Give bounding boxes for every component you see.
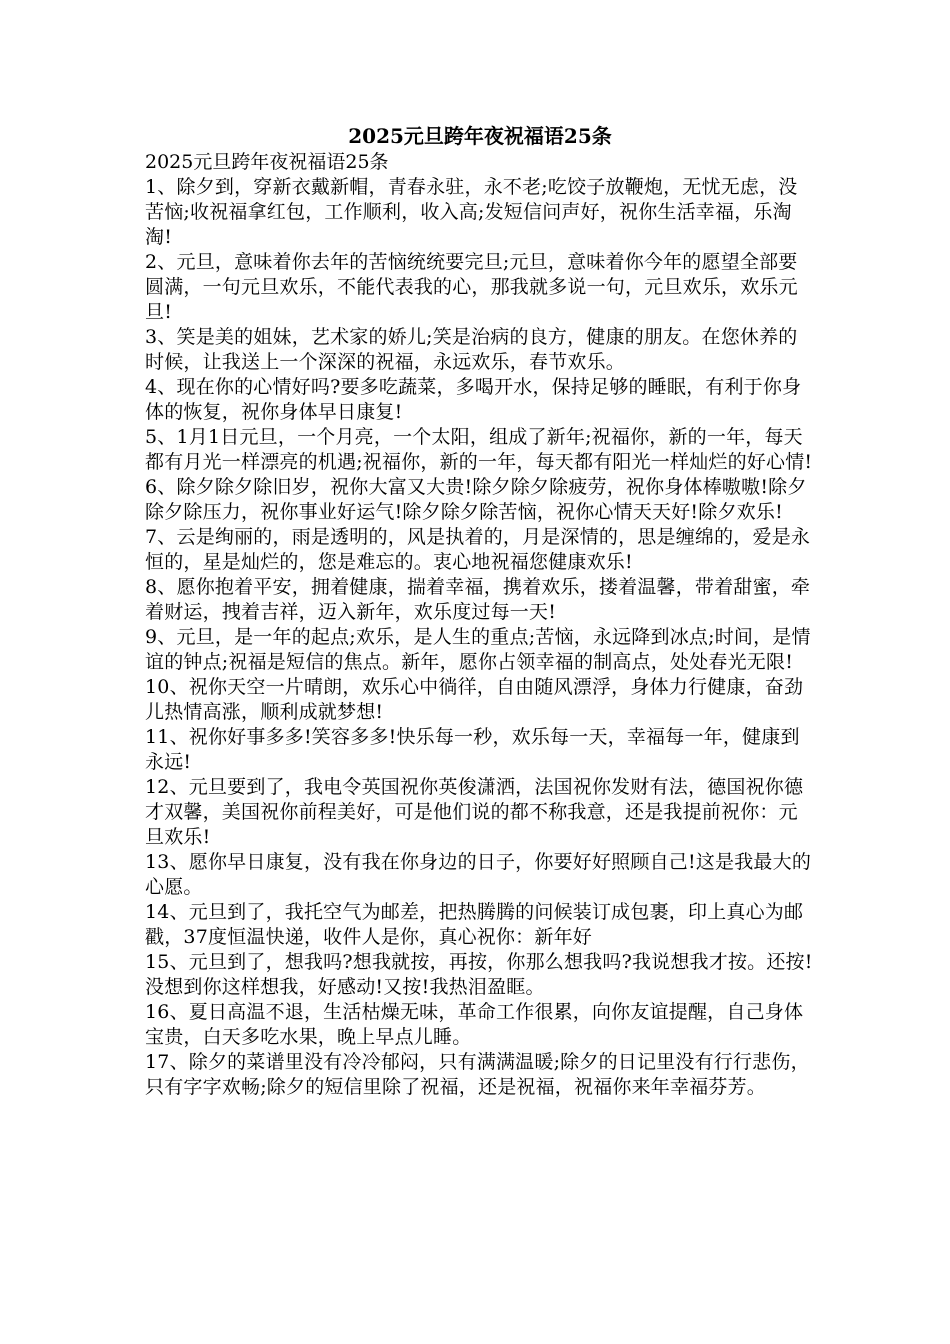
blessing-item-17: 17、除夕的菜谱里没有冷冷郁闷，只有满满温暖;除夕的日记里没有行行悲伤，只有字字欢畅;除夕的短信里除了祝福，还是祝福，祝福你来年幸福芬芳。 (145, 1051, 810, 1098)
blessing-item-13: 13、愿你早日康复，没有我在你身边的日子，你要好好照顾自己!这是我最大的心愿。 (145, 851, 812, 898)
blessing-item-16: 16、夏日高温不退，生活枯燥无味，革命工作很累，向你友谊提醒，自己身体宝贵，白天多吃水果，晚上早点儿睡。 (145, 1001, 804, 1048)
document-page (145, 122, 815, 1100)
blessing-item-9: 9、元旦，是一年的起点;欢乐，是人生的重点;苦恼，永远降到冰点;时间，是情谊的钟点;祝福是短信的焦点。新年，愿你占领幸福的制高点，处处春光无限! (145, 626, 811, 673)
blessing-item-3: 3、笑是美的姐妹，艺术家的娇儿;笑是治病的良方，健康的朋友。在您休养的时候，让我送上一个深深的祝福，永远欢乐，春节欢乐。 (145, 326, 798, 373)
blessing-item-15: 15、元旦到了，想我吗?想我就按，再按，你那么想我吗?我说想我才按。还按!没想到你这样想我，好感动!又按!我热泪盈眶。 (145, 951, 813, 998)
blessing-item-1: 1、除夕到，穿新衣戴新帽，青春永驻，永不老;吃饺子放鞭炮，无忧无虑，没苦恼;收祝福拿红包，工作顺利，收入高;发短信问声好，祝你生活幸福，乐淘淘! (145, 176, 798, 248)
blessing-item-2: 2、元旦，意味着你去年的苦恼统统要完旦;元旦，意味着你今年的愿望全部要圆满，一句元旦欢乐，不能代表我的心，那我就多说一句，元旦欢乐，欢乐元旦! (145, 251, 798, 323)
blessing-item-7: 7、云是绚丽的，雨是透明的，风是执着的，月是深情的，思是缠绵的，爱是永恒的，星是灿烂的，您是难忘的。衷心地祝福您健康欢乐! (145, 526, 811, 573)
blessing-item-11: 11、祝你好事多多!笑容多多!快乐每一秒，欢乐每一天，幸福每一年，健康到永远! (145, 726, 800, 773)
blessing-item-4: 4、现在你的心情好吗?要多吃蔬菜，多喝开水，保持足够的睡眠，有利于你身体的恢复，祝你身体早日康复! (145, 376, 802, 423)
blessing-item-10: 10、祝你天空一片晴朗，欢乐心中徜徉，自由随风漂浮，身体力行健康，奋劲儿热情高涨，顺利成就梦想! (145, 676, 804, 723)
blessing-item-6: 6、除夕除夕除旧岁，祝你大富又大贵!除夕除夕除疲劳，祝你身体棒嗷嗷!除夕除夕除压力，祝你事业好运气!除夕除夕除苦恼，祝你心情天天好!除夕欢乐! (145, 476, 807, 523)
blessing-item-8: 8、愿你抱着平安，拥着健康，揣着幸福，携着欢乐，搂着温馨，带着甜蜜，牵着财运，拽着吉祥，迈入新年，欢乐度过每一天! (145, 576, 811, 623)
blessing-item-5: 5、1月1日元旦，一个月亮，一个太阳，组成了新年;祝福你，新的一年，每天都有月光一样漂亮的机遇;祝福你，新的一年，每天都有阳光一样灿烂的好心情! (145, 426, 813, 473)
blessing-item-12: 12、元旦要到了，我电令英国祝你英俊潇洒，法国祝你发财有法，德国祝你德才双馨，美国祝你前程美好，可是他们说的都不称我意，还是我提前祝你：元旦欢乐! (145, 776, 804, 848)
document-subtitle: 2025元旦跨年夜祝福语25条 (145, 151, 389, 173)
blessing-item-14: 14、元旦到了，我托空气为邮差，把热腾腾的问候装订成包裹，印上真心为邮戳，37度恒温快递，收件人是你，真心祝你：新年好 (145, 901, 804, 948)
document-title: 2025元旦跨年夜祝福语25条 (348, 124, 612, 148)
